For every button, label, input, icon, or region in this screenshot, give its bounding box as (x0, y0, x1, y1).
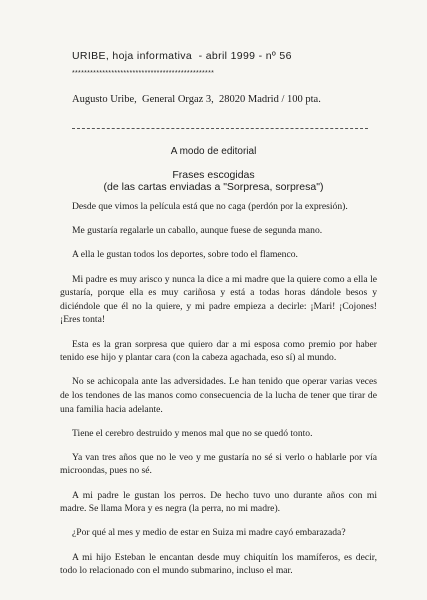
dashed-rule (72, 128, 368, 129)
article-subtitle: (de las cartas enviadas a "Sorpresa, sorpresa") (103, 181, 324, 193)
paragraph: Esta es la gran sorpresa que quiero dar a mi esposa como premio por haber tenido ese hijo y plantar cara (con la cabeza agachada, eso sí) al mundo. (60, 338, 377, 364)
masthead: URIBE, hoja informativa - abril 1999 - nº 56 (72, 50, 292, 62)
paragraph: A mi hijo Esteban le encantan desde muy chiquitín los mamíferos, es decir, todo lo relacionado con el mundo submarino, incluso el mar. (60, 551, 377, 577)
editorial-label: A modo de editorial (170, 146, 257, 157)
paragraph: Desde que vimos la película está que no caga (perdón por la expresión). (72, 201, 348, 212)
paragraph: Tiene el cerebro destruido y menos mal que no se quedó tonto. (72, 427, 313, 439)
paragraph: A mi padre le gustan los perros. De hecho tuvo uno durante años con mi madre. Se llama Mora y es negra (la perra, no mi madre). (60, 489, 377, 515)
paragraph: Ya van tres años que no le veo y me gustaría no sé si verlo o hablarle por vía microondas, pues no sé. (60, 451, 377, 477)
article-body (60, 200, 377, 588)
address-line: Augusto Uribe, General Orgaz 3, 28020 Madrid / 100 pta. (72, 94, 321, 105)
paragraph: ¿Por qué al mes y medio de estar en Suiza mi madre cayó embarazada? (72, 527, 346, 539)
star-divider: *********************************************** (72, 70, 215, 77)
paragraph: A ella le gustan todos los deportes, sobre todo el flamenco. (72, 249, 298, 261)
paragraph: Me gustaría regalarle un caballo, aunque fuese de segunda mano. (72, 225, 323, 237)
article-title: Frases escogidas (172, 169, 255, 181)
paragraph: Mi padre es muy arisco y nunca la dice a mi madre que la quiere como a ella le gustaría, porque ella es muy cariñosa y está a todas horas dándole besos y diciéndole que él no la quiere, y mi padre empieza a decirle: ¡Mari! ¡Cojones! ¡Eres tonta! (60, 273, 377, 326)
paragraph: No se achicopala ante las adversidades. Le han tenido que operar varias veces de los tendones de las manos como consecuencia de la lucha de tener que tirar de una familia hacia adelante. (60, 376, 377, 415)
